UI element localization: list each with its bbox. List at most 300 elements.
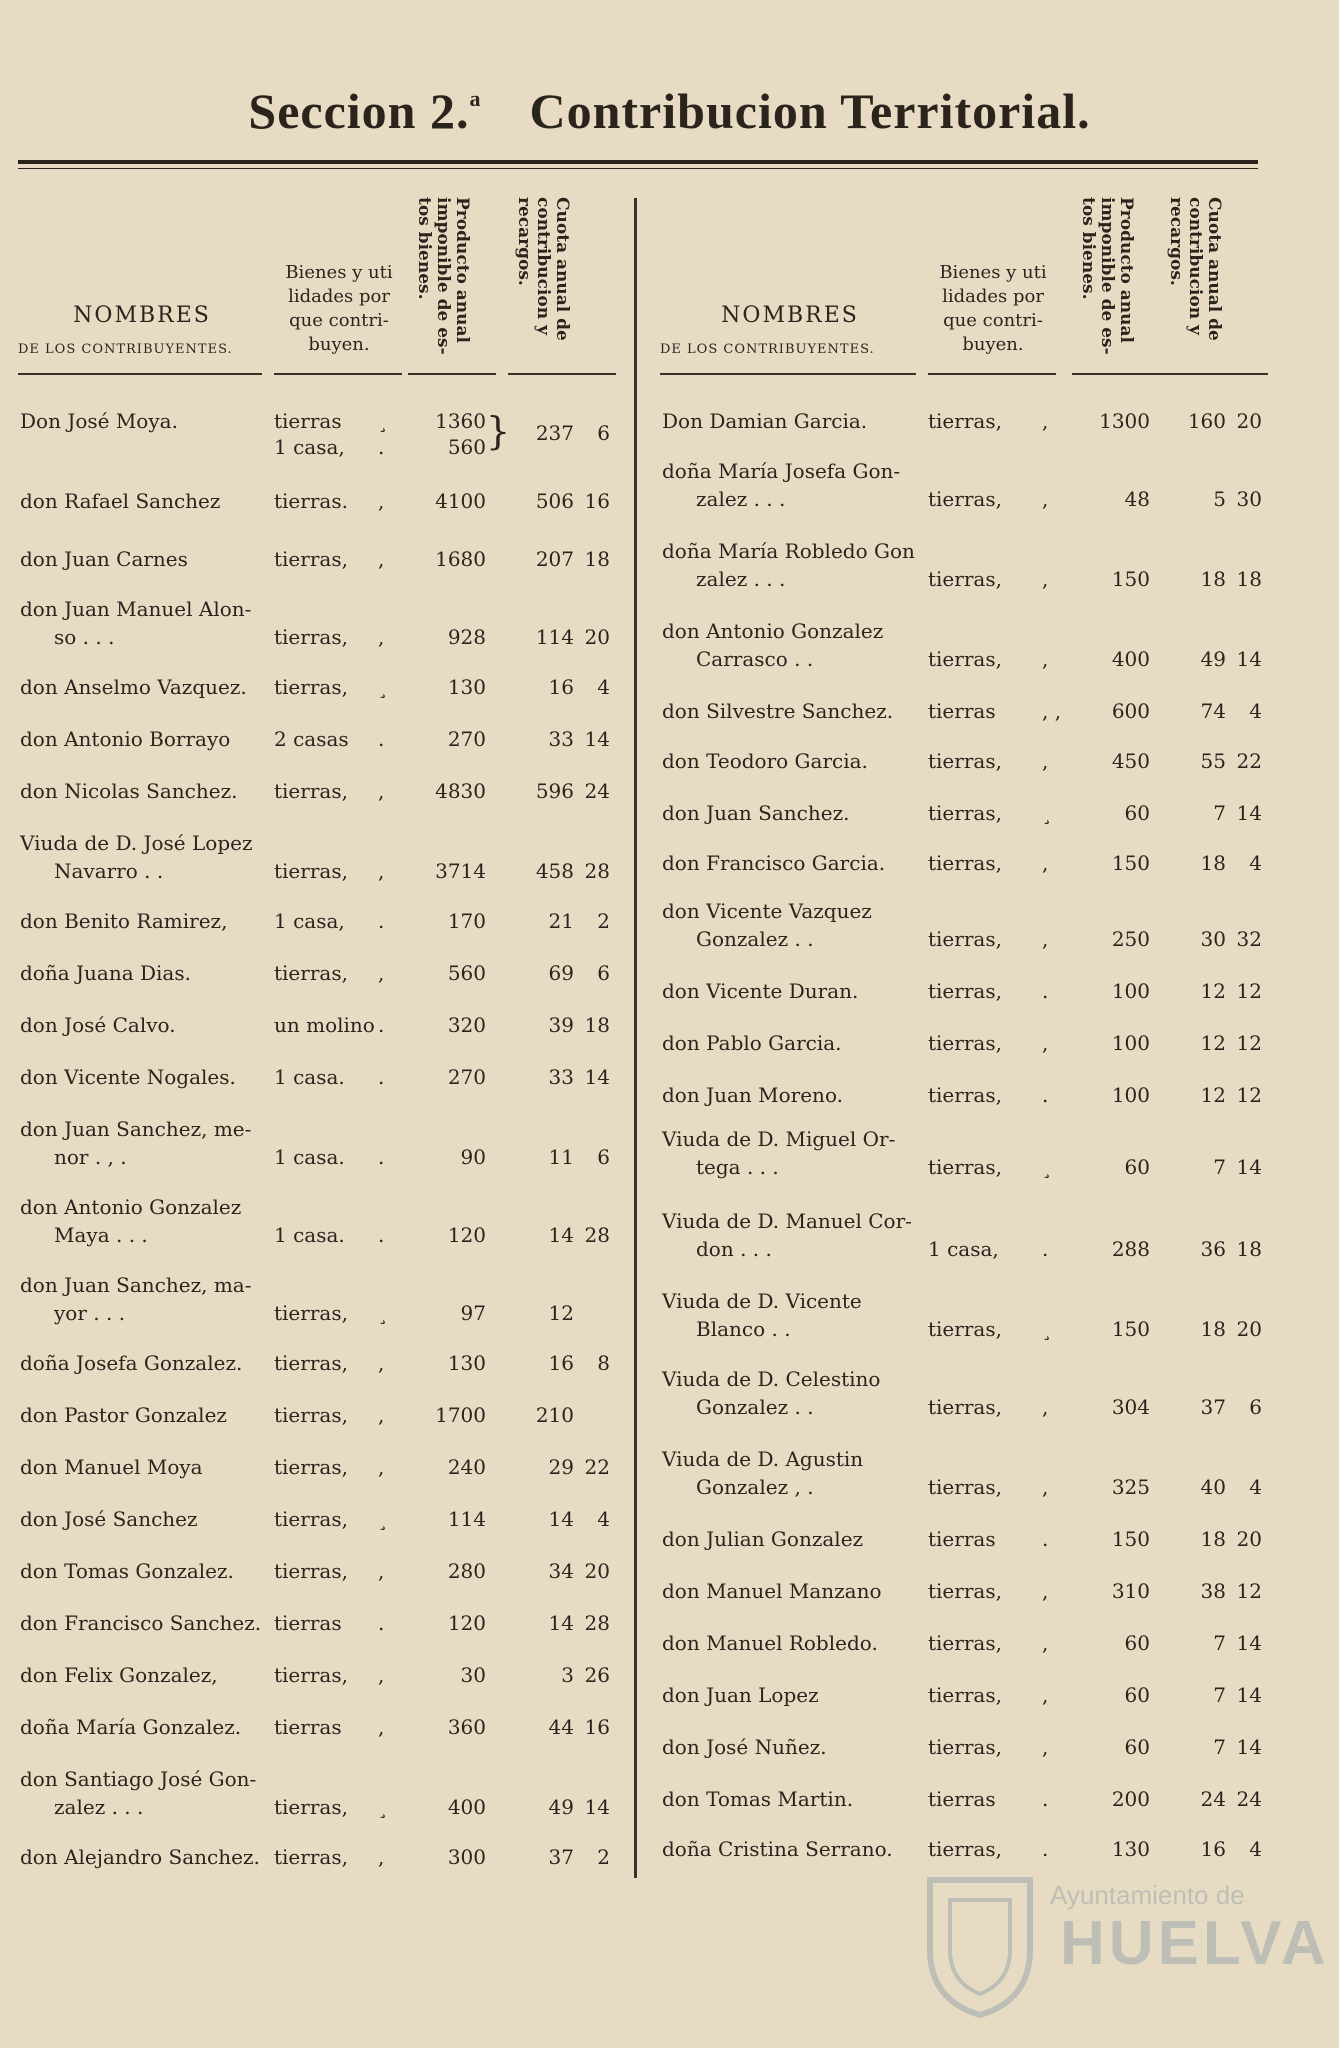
- cuota-maravedis: 14: [1236, 1155, 1262, 1179]
- table-row: [660, 1365, 1265, 1425]
- producto-value: 288: [1111, 1237, 1150, 1261]
- producto-value: 60: [1124, 1155, 1150, 1179]
- contributor-name-cont: Blanco . .: [696, 1317, 791, 1341]
- contributor-name-cont: Gonzalez , .: [696, 1475, 814, 1499]
- producto-value: 3714: [435, 859, 486, 883]
- cuota-reales: 33: [548, 727, 574, 751]
- bienes-value: tierras,: [928, 409, 1002, 433]
- contributor-name: don José Calvo.: [20, 1013, 176, 1037]
- cuota-maravedis: 20: [1236, 1317, 1262, 1341]
- producto-value: 4830: [435, 779, 486, 803]
- cuota-reales: 458: [535, 859, 574, 883]
- cuota-maravedis: 4: [1249, 1475, 1262, 1499]
- bienes-value: tierras,: [274, 625, 348, 649]
- contributor-name: don Vicente Duran.: [662, 979, 859, 1003]
- ditto-mark: ,: [378, 1455, 385, 1479]
- cuota-reales: 55: [1200, 749, 1226, 773]
- producto-value: 1300: [1099, 409, 1150, 433]
- ditto-mark: .: [378, 727, 385, 751]
- cuota-reales: 24: [1200, 1787, 1226, 1811]
- table-row: [18, 725, 618, 759]
- cuota-maravedis: 18: [1236, 567, 1262, 591]
- table-row: [660, 537, 1265, 597]
- cuota-reales: 16: [548, 1351, 574, 1375]
- bienes-value: tierras,: [274, 1403, 348, 1427]
- ditto-mark: ,: [1042, 1031, 1049, 1055]
- ditto-mark: ¸: [1042, 1317, 1052, 1341]
- bienes-value: tierras,: [928, 487, 1002, 511]
- cuota-reales: 29: [548, 1455, 574, 1479]
- producto-value: 928: [447, 625, 486, 649]
- cuota-maravedis: 14: [1236, 1631, 1262, 1655]
- table-row: [18, 1401, 618, 1435]
- bienes-value: tierras,: [274, 961, 348, 985]
- bienes-value: tierras: [928, 699, 996, 723]
- table-row: [18, 829, 618, 889]
- table-row: [660, 1785, 1265, 1819]
- ditto-mark: .: [1042, 1527, 1049, 1551]
- contributor-name: don Antonio Borrayo: [20, 727, 231, 751]
- producto-value: 200: [1111, 1787, 1150, 1811]
- ditto-mark: ¸: [378, 1507, 388, 1531]
- cuota-maravedis: 14: [1236, 1683, 1262, 1707]
- table-row: [18, 907, 618, 941]
- ditto-mark: ¸: [1042, 1155, 1052, 1179]
- ditto-mark: .: [378, 1065, 385, 1089]
- cuota-reales: 74: [1200, 699, 1226, 723]
- bienes-value: tierras,: [274, 1351, 348, 1375]
- contributor-name-cont: nor . , .: [54, 1145, 127, 1169]
- contributor-name: don Juan Sanchez, me-: [20, 1117, 252, 1141]
- cuota-maravedis: 12: [1236, 1579, 1262, 1603]
- cuota-maravedis: 14: [1236, 801, 1262, 825]
- ditto-mark: ¸: [378, 675, 388, 699]
- bienes-value: tierras,: [928, 1683, 1002, 1707]
- table-row: [18, 1661, 618, 1695]
- table-row: [18, 1609, 618, 1643]
- header-underline: [1072, 373, 1160, 375]
- cuota-reales: 210: [535, 1403, 574, 1427]
- ditto-mark: ,: [1042, 647, 1049, 671]
- bienes-value-2: 1 casa,: [274, 435, 345, 459]
- ditto-mark: ,: [1042, 1683, 1049, 1707]
- cuota-maravedis: 6: [597, 1145, 610, 1169]
- bienes-value: tierras,: [928, 1395, 1002, 1419]
- cuota-reales: 12: [1200, 1083, 1226, 1107]
- header-underline: [508, 373, 616, 375]
- table-row: [18, 1115, 618, 1175]
- bienes-value: tierras,: [928, 1579, 1002, 1603]
- producto-value: 300: [447, 1845, 486, 1869]
- cuota-maravedis: 6: [597, 421, 610, 445]
- header-underline: [18, 373, 262, 375]
- contributor-name-cont: Gonzalez . .: [696, 927, 814, 951]
- producto-value: 270: [447, 727, 486, 751]
- cuota-reales: 506: [535, 489, 574, 513]
- cuota-reales: 49: [1200, 647, 1226, 671]
- table-row: [18, 777, 618, 811]
- cuota-maravedis: 26: [584, 1663, 610, 1687]
- bienes-value: 1 casa.: [274, 1223, 345, 1247]
- cuota-maravedis: 14: [584, 1065, 610, 1089]
- contributor-name: don Alejandro Sanchez.: [20, 1845, 260, 1869]
- stamp-line1: Ayuntamiento de: [1050, 1880, 1245, 1910]
- table-row: [18, 487, 618, 521]
- cuota-maravedis: 20: [584, 1559, 610, 1583]
- contributor-name: don Francisco Sanchez.: [20, 1611, 262, 1635]
- bienes-value: tierras: [928, 1787, 996, 1811]
- table-row: [18, 407, 618, 459]
- producto-value: 150: [1111, 1527, 1150, 1551]
- ditto-mark: ,: [1042, 1735, 1049, 1759]
- contributor-name: don Juan Lopez: [662, 1683, 819, 1707]
- cuota-reales: 49: [548, 1795, 574, 1819]
- bienes-value: tierras,: [928, 749, 1002, 773]
- contributor-name: don Benito Ramirez,: [20, 909, 228, 933]
- ditto-mark: .: [1042, 1837, 1049, 1861]
- ditto-mark: , ,: [1042, 699, 1062, 723]
- page-title: [0, 82, 1339, 140]
- contributor-name: Viuda de D. Agustin: [662, 1447, 864, 1471]
- producto-value: 1680: [435, 547, 486, 571]
- header-producto-cell: [414, 195, 486, 363]
- cuota-maravedis: 16: [584, 489, 610, 513]
- table-row: [18, 673, 618, 707]
- header-underline: [274, 373, 402, 375]
- contributor-name: doña María Josefa Gon-: [662, 459, 901, 483]
- table-row: [660, 897, 1265, 957]
- cuota-maravedis: 2: [597, 1845, 610, 1869]
- header-names-big: NOMBRES: [73, 303, 211, 328]
- cuota-reales: 18: [1200, 1317, 1226, 1341]
- cuota-maravedis: 32: [1236, 927, 1262, 951]
- cuota-reales: 7: [1213, 1683, 1226, 1707]
- cuota-reales: 7: [1213, 1155, 1226, 1179]
- cuota-reales: 237: [535, 421, 574, 445]
- ditto-mark: .: [1042, 979, 1049, 1003]
- contributor-name: doña Juana Dias.: [20, 961, 191, 985]
- bienes-value: 1 casa.: [274, 1065, 345, 1089]
- contributor-name-cont: zalez . . .: [696, 487, 786, 511]
- bienes-value: tierras: [274, 1715, 342, 1739]
- ditto-mark: ,: [378, 779, 385, 803]
- table-row: [660, 799, 1265, 833]
- bienes-value: tierras,: [274, 547, 348, 571]
- header-names: [18, 303, 266, 357]
- producto-value: 120: [447, 1223, 486, 1247]
- producto-value: 250: [1111, 927, 1150, 951]
- table-row: [660, 697, 1265, 731]
- table-row: [660, 1733, 1265, 1767]
- coat-of-arms-icon: [920, 1870, 1040, 2020]
- cuota-reales: 11: [548, 1145, 574, 1169]
- producto-value: 48: [1124, 487, 1150, 511]
- cuota-maravedis: 24: [1236, 1787, 1262, 1811]
- header-names-small: DE LOS CONTRIBUYENTES.: [660, 342, 875, 357]
- cuota-maravedis: 28: [584, 1223, 610, 1247]
- table-row: [18, 1505, 618, 1539]
- contributor-name: don Manuel Manzano: [662, 1579, 882, 1603]
- bienes-value: tierras,: [928, 1735, 1002, 1759]
- left-table-header: [18, 195, 618, 375]
- table-row: [660, 747, 1265, 781]
- contributor-name: Viuda de D. Celestino: [662, 1367, 881, 1391]
- header-names: [660, 303, 920, 357]
- cuota-maravedis: 4: [597, 1507, 610, 1531]
- producto-value: 150: [1111, 1317, 1150, 1341]
- header-bienes: Bienes y uti lidades por que contri- buyen.: [285, 262, 393, 355]
- cuota-maravedis: 20: [1236, 409, 1262, 433]
- contributor-name-cont: don . . .: [696, 1237, 772, 1261]
- cuota-reales: 37: [1200, 1395, 1226, 1419]
- producto-value: 114: [447, 1507, 486, 1531]
- cuota-maravedis: 20: [1236, 1527, 1262, 1551]
- table-row: [18, 1765, 618, 1825]
- bienes-value: tierras: [274, 409, 342, 433]
- cuota-reales: 5: [1213, 487, 1226, 511]
- cuota-maravedis: 12: [1236, 979, 1262, 1003]
- producto-value: 100: [1111, 1083, 1150, 1107]
- header-producto-cell: [1078, 195, 1150, 363]
- contributor-name: doña María Gonzalez.: [20, 1715, 242, 1739]
- table-row: [18, 1193, 618, 1253]
- ditto-mark-2: .: [378, 435, 385, 459]
- ditto-mark: ,: [378, 547, 385, 571]
- bienes-value: tierras: [274, 1611, 342, 1635]
- producto-value: 325: [1111, 1475, 1150, 1499]
- contributor-name: don Manuel Moya: [20, 1455, 203, 1479]
- bienes-value: tierras,: [274, 1455, 348, 1479]
- cuota-maravedis: 12: [1236, 1031, 1262, 1055]
- cuota-reales: 21: [548, 909, 574, 933]
- cuota-maravedis: 14: [1236, 647, 1262, 671]
- ditto-mark: ,: [1042, 1475, 1049, 1499]
- ditto-mark: ¸: [378, 1301, 388, 1325]
- producto-value: 100: [1111, 979, 1150, 1003]
- producto-value: 90: [460, 1145, 486, 1169]
- contributor-name: don Vicente Nogales.: [20, 1065, 236, 1089]
- cuota-reales: 114: [535, 625, 574, 649]
- cuota-reales: 69: [548, 961, 574, 985]
- contributor-name: Viuda de D. Vicente: [662, 1289, 862, 1313]
- cuota-maravedis: 4: [597, 675, 610, 699]
- producto-value: 4100: [435, 489, 486, 513]
- table-row: [18, 1713, 618, 1747]
- producto-value-2: 560: [447, 435, 486, 459]
- bienes-value: tierras,: [928, 1317, 1002, 1341]
- contributor-name: don Antonio Gonzalez: [20, 1195, 242, 1219]
- producto-value: 120: [447, 1611, 486, 1635]
- section-title: Contribucion Territorial.: [529, 83, 1091, 139]
- left-table: [18, 195, 618, 1875]
- cuota-reales: 596: [535, 779, 574, 803]
- cuota-reales: 18: [1200, 1527, 1226, 1551]
- contributor-name: don Nicolas Sanchez.: [20, 779, 238, 803]
- cuota-maravedis: 18: [584, 547, 610, 571]
- contributor-name-cont: Gonzalez . .: [696, 1395, 814, 1419]
- cuota-reales: 16: [1200, 1837, 1226, 1861]
- table-row: [660, 849, 1265, 883]
- bienes-value: 2 casas: [274, 727, 349, 751]
- contributor-name: doña Josefa Gonzalez.: [20, 1351, 243, 1375]
- cuota-maravedis: 20: [584, 625, 610, 649]
- right-table: [660, 195, 1265, 1875]
- producto-value: 240: [447, 1455, 486, 1479]
- producto-value: 1700: [435, 1403, 486, 1427]
- ditto-mark: ¸: [1042, 801, 1052, 825]
- producto-value: 304: [1111, 1395, 1150, 1419]
- bienes-value: tierras,: [928, 647, 1002, 671]
- cuota-maravedis: 30: [1236, 487, 1262, 511]
- contributor-name-cont: so . . .: [54, 625, 115, 649]
- ditto-mark: .: [378, 1013, 385, 1037]
- ditto-mark: .: [1042, 1787, 1049, 1811]
- contributor-name: doña María Robledo Gon: [662, 539, 915, 563]
- table-row: [660, 407, 1265, 441]
- contributor-name: don Teodoro Garcia.: [662, 749, 868, 773]
- contributor-name: don José Sanchez: [20, 1507, 198, 1531]
- ditto-mark: ¸: [378, 409, 388, 433]
- contributor-name: don Anselmo Vazquez.: [20, 675, 247, 699]
- ditto-mark: .: [378, 1145, 385, 1169]
- bienes-value: tierras,: [928, 979, 1002, 1003]
- header-underline: [408, 373, 496, 375]
- header-names-small: DE LOS CONTRIBUYENTES.: [18, 342, 233, 357]
- table-row: [660, 1577, 1265, 1611]
- cuota-reales: 30: [1200, 927, 1226, 951]
- table-row: [18, 545, 618, 579]
- title-rule: [18, 160, 1258, 164]
- contributor-name: don Vicente Vazquez: [662, 899, 872, 923]
- producto-value: 400: [447, 1795, 486, 1819]
- ditto-mark: ¸: [378, 1795, 388, 1819]
- watermark-stamp: [920, 1870, 1330, 2020]
- contributor-name: don Pablo Garcia.: [662, 1031, 842, 1055]
- right-table-header: [660, 195, 1265, 375]
- bienes-value: tierras,: [274, 1663, 348, 1687]
- contributor-name: don Antonio Gonzalez: [662, 619, 884, 643]
- ditto-mark: ,: [1042, 1579, 1049, 1603]
- table-row: [18, 959, 618, 993]
- cuota-maravedis: 28: [584, 859, 610, 883]
- producto-value: 60: [1124, 801, 1150, 825]
- cuota-reales: 16: [548, 675, 574, 699]
- cuota-reales: 14: [548, 1611, 574, 1635]
- ditto-mark: .: [378, 1611, 385, 1635]
- bienes-value: tierras,: [928, 567, 1002, 591]
- cuota-maravedis: 22: [1236, 749, 1262, 773]
- header-underline: [928, 373, 1056, 375]
- table-row: [660, 1081, 1265, 1115]
- bienes-value: 1 casa,: [928, 1237, 999, 1261]
- producto-value: 400: [1111, 647, 1150, 671]
- producto-value: 170: [447, 909, 486, 933]
- ditto-mark: ,: [378, 1663, 385, 1687]
- brace-mark: }: [486, 409, 511, 453]
- contributor-name: Viuda de D. Miguel Or-: [662, 1127, 896, 1151]
- cuota-reales: 34: [548, 1559, 574, 1583]
- cuota-reales: 40: [1200, 1475, 1226, 1499]
- table-row: [660, 617, 1265, 677]
- bienes-value: un molino: [274, 1013, 375, 1037]
- ditto-mark: ,: [1042, 409, 1049, 433]
- ditto-mark: .: [1042, 1237, 1049, 1261]
- contributor-name-cont: zalez . . .: [54, 1795, 144, 1819]
- table-row: [18, 1843, 618, 1877]
- contributor-name-cont: Maya . . .: [54, 1223, 148, 1247]
- producto-value: 60: [1124, 1735, 1150, 1759]
- bienes-value: tierras,: [928, 927, 1002, 951]
- header-cuota: Cuota anual de contribucion y recargos.: [1166, 197, 1224, 341]
- ditto-mark: ,: [1042, 927, 1049, 951]
- section-superscript: a: [469, 86, 482, 111]
- cuota-reales: 33: [548, 1065, 574, 1089]
- producto-value: 150: [1111, 851, 1150, 875]
- contributor-name-cont: tega . . .: [696, 1155, 779, 1179]
- bienes-value: tierras,: [928, 1083, 1002, 1107]
- contributor-name: don Tomas Gonzalez.: [20, 1559, 234, 1583]
- ditto-mark: .: [378, 1223, 385, 1247]
- contributor-name: don Juan Sanchez.: [662, 801, 850, 825]
- producto-value: 560: [447, 961, 486, 985]
- contributor-name-cont: Navarro . .: [54, 859, 164, 883]
- cuota-reales: 38: [1200, 1579, 1226, 1603]
- cuota-reales: 12: [1200, 1031, 1226, 1055]
- cuota-maravedis: 6: [1249, 1395, 1262, 1419]
- table-row: [660, 1125, 1265, 1185]
- producto-value: 1360: [435, 409, 486, 433]
- table-row: [18, 595, 618, 655]
- table-row: [660, 457, 1265, 517]
- table-row: [18, 1557, 618, 1591]
- cuota-reales: 7: [1213, 1735, 1226, 1759]
- cuota-maravedis: 4: [1249, 851, 1262, 875]
- producto-value: 30: [460, 1663, 486, 1687]
- bienes-value: tierras,: [928, 851, 1002, 875]
- contributor-name: Don José Moya.: [20, 409, 178, 433]
- producto-value: 130: [447, 675, 486, 699]
- table-row: [18, 1063, 618, 1097]
- contributor-name: don Manuel Robledo.: [662, 1631, 878, 1655]
- cuota-reales: 18: [1200, 851, 1226, 875]
- cuota-maravedis: 22: [584, 1455, 610, 1479]
- cuota-reales: 3: [561, 1663, 574, 1687]
- contributor-name: doña Cristina Serrano.: [662, 1837, 893, 1861]
- producto-value: 97: [460, 1301, 486, 1325]
- cuota-reales: 12: [1200, 979, 1226, 1003]
- cuota-reales: 18: [1200, 567, 1226, 591]
- producto-value: 280: [447, 1559, 486, 1583]
- cuota-maravedis: 2: [597, 909, 610, 933]
- contributor-name-cont: yor . . .: [54, 1301, 126, 1325]
- cuota-maravedis: 14: [584, 727, 610, 751]
- table-row: [660, 1029, 1265, 1063]
- ditto-mark: ,: [378, 1403, 385, 1427]
- title-rule-thin: [18, 168, 1258, 169]
- contributor-name: Don Damian Garcia.: [662, 409, 868, 433]
- ditto-mark: ,: [1042, 851, 1049, 875]
- producto-value: 600: [1111, 699, 1150, 723]
- contributor-name: don Juan Carnes: [20, 547, 188, 571]
- ditto-mark: ,: [378, 1559, 385, 1583]
- column-separator: [634, 198, 637, 1878]
- cuota-maravedis: 28: [584, 1611, 610, 1635]
- bienes-value: tierras,: [274, 1301, 348, 1325]
- bienes-value: tierras,: [274, 1507, 348, 1531]
- header-names-big: NOMBRES: [721, 303, 859, 328]
- contributor-name-cont: zalez . . .: [696, 567, 786, 591]
- producto-value: 60: [1124, 1683, 1150, 1707]
